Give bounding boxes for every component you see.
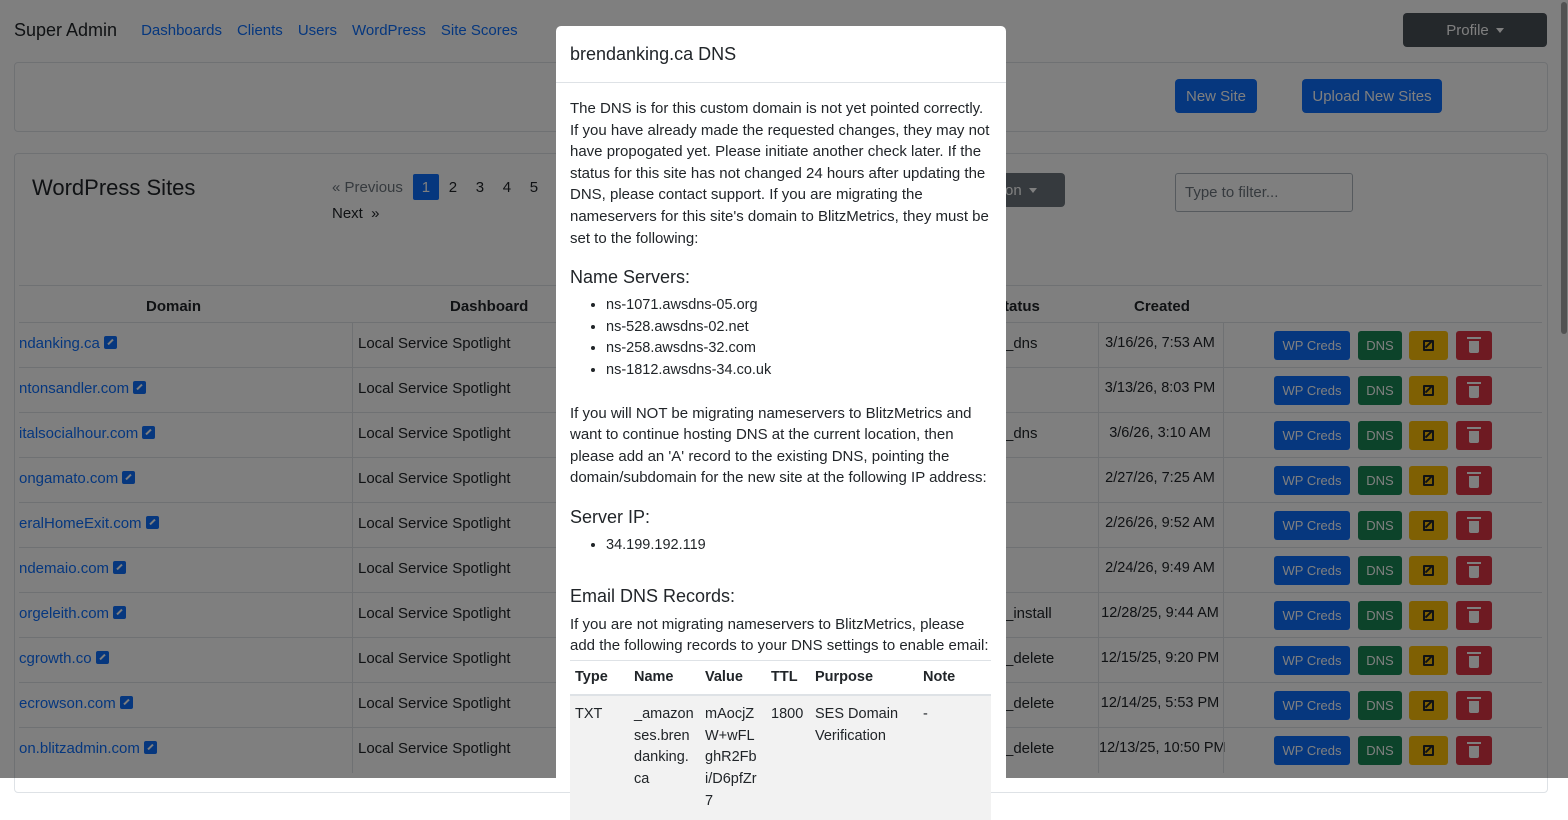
- server-ip-list: [570, 535, 992, 557]
- page-scrollbar[interactable]: [1560, 0, 1568, 778]
- server-ip-heading: Server IP:: [570, 506, 651, 527]
- name-server-item: • ns-258.awsdns-32.com: [606, 338, 992, 360]
- email-dns-text: If you are not migrating nameservers to BlitzMetrics, please add the following records to your DNS settings to enable email:: [570, 615, 989, 655]
- a-record-text: If you will NOT be migrating nameservers to BlitzMetrics and want to continue hosting DNS at the current location, then please add an 'A' record to the existing DNS, pointing the domain/subdomain for the new site at the following IP address:: [570, 404, 987, 487]
- email-dns-heading: Email DNS Records:: [570, 585, 736, 606]
- modal-body: [556, 83, 1006, 820]
- record-note: -: [918, 695, 991, 820]
- record-name: _amazonses.brendanking.ca: [629, 695, 700, 820]
- name-servers-list: [570, 295, 992, 381]
- column-header-value: Value: [700, 660, 766, 695]
- record-purpose: SES Domain Verification: [810, 695, 918, 820]
- modal-title: brendanking.ca DNS: [570, 44, 737, 64]
- column-header-type: Type: [570, 660, 629, 695]
- name-servers-heading: Name Servers:: [570, 267, 691, 288]
- record-value: mAocjZW+wFLghR2Fbi/D6pfZr7: [700, 695, 766, 820]
- dns-modal: [556, 26, 1006, 809]
- modal-header: [556, 26, 1006, 83]
- name-server-item: • ns-528.awsdns-02.net: [606, 317, 992, 339]
- column-header-purpose: Purpose: [810, 660, 918, 695]
- table-header-row: [570, 660, 991, 695]
- scrollbar-thumb[interactable]: [1561, 2, 1567, 334]
- column-header-name: Name: [629, 660, 700, 695]
- dns-intro-text: The DNS is for this custom domain is not yet pointed correctly. If you have already made the requested changes, they may not have propogated yet. Please initiate another check later. If the status for this site has not changed 24 hours after updating the DNS, please contact support. If you are migrating the nameservers for this site's domain to BlitzMetrics, they must be set to the following:: [570, 100, 990, 247]
- server-ip-item: • 34.199.192.119: [606, 535, 992, 557]
- email-dns-table: [570, 660, 991, 820]
- name-server-item: • ns-1071.awsdns-05.org: [606, 295, 992, 317]
- column-header-note: Note: [918, 660, 991, 695]
- record-ttl: 1800: [766, 695, 810, 820]
- table-row: [570, 695, 991, 820]
- column-header-ttl: TTL: [766, 660, 810, 695]
- record-type: TXT: [570, 695, 629, 820]
- name-server-item: • ns-1812.awsdns-34.co.uk: [606, 360, 992, 382]
